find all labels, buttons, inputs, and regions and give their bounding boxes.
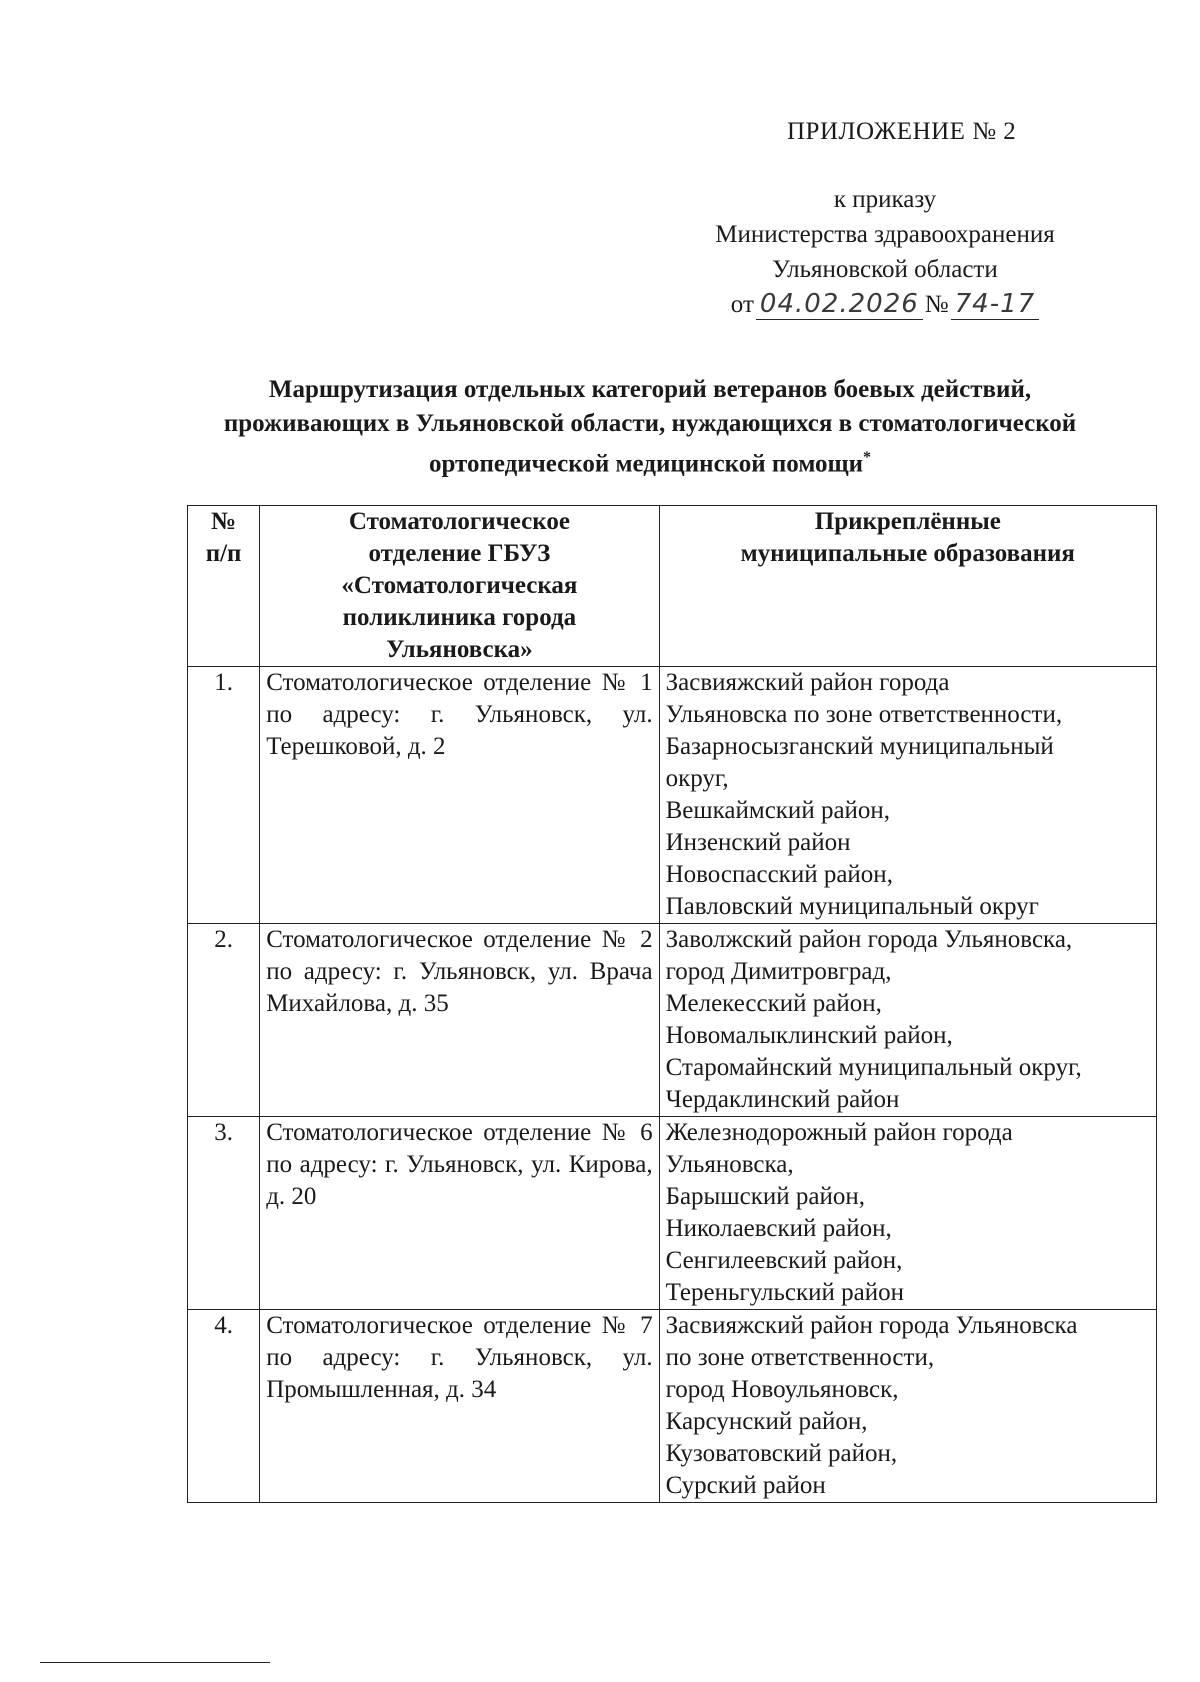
order-line: Министерства здравоохранения: [715, 221, 1055, 248]
department-cell: Стоматологическое отделение № 7 по адресу: г. Ульяновск, ул. Промышленная, д. 34: [260, 1310, 659, 1503]
row-number: 1.: [188, 667, 260, 924]
row-number: 4.: [188, 1310, 260, 1503]
table-row: [188, 1117, 1157, 1310]
document-title: [150, 373, 1150, 481]
table-row: [188, 667, 1157, 924]
municipality-item: город Новоульяновск,: [665, 1376, 899, 1403]
municipality-item: Засвияжский район города: [665, 669, 950, 696]
municipality-item: Мелекесский район,: [665, 990, 882, 1017]
municipality-item: Николаевский район,: [665, 1215, 892, 1242]
municipality-item: Железнодорожный район города: [665, 1119, 1013, 1146]
row-number: 3.: [188, 1117, 260, 1310]
title-line: Маршрутизация отдельных категорий ветеранов боевых действий,: [268, 376, 1032, 403]
municipalities-cell: [659, 1117, 1156, 1310]
table-body: [188, 667, 1157, 1503]
municipalities-cell: [659, 667, 1156, 924]
header-dept-line: Ульяновска»: [386, 636, 533, 663]
department-cell: Стоматологическое отделение № 1 по адресу: г. Ульяновск, ул. Терешковой, д. 2: [260, 667, 659, 924]
date-prefix: от: [730, 291, 754, 318]
municipality-item: Засвияжский район города Ульяновска: [665, 1312, 1078, 1339]
municipality-item: Барышский район,: [665, 1183, 865, 1210]
table-row: [188, 1310, 1157, 1503]
municipality-item: Инзенский район: [665, 829, 851, 856]
handwritten-number: 74-17: [951, 289, 1040, 320]
order-line: к приказу: [833, 186, 937, 213]
municipality-item: округ,: [665, 765, 729, 792]
footnote-divider: [40, 1662, 270, 1663]
header-num: [188, 506, 260, 667]
municipality-item: Заволжский район города Ульяновска,: [665, 926, 1073, 953]
header-dept-line: поликлиника города: [342, 604, 577, 631]
municipality-item: Чердаклинский район: [665, 1086, 900, 1113]
header-dept-line: «Стоматологическая: [341, 572, 578, 599]
municipality-item: по зоне ответственности,: [665, 1344, 935, 1371]
title-line: ортопедической медицинской помощи: [428, 450, 864, 478]
municipalities-cell: [659, 1310, 1156, 1503]
municipality-item: Ульяновска по зоне ответственности,: [665, 701, 1063, 728]
header-num-line: №: [211, 508, 237, 535]
municipality-item: Тереньгульский район: [665, 1279, 905, 1306]
municipality-item: Базарносызганский муниципальный: [665, 733, 1054, 760]
routing-table: [187, 505, 1157, 1503]
municipality-item: город Димитровград,: [665, 958, 892, 985]
department-cell: Стоматологическое отделение № 6 по адресу: г. Ульяновск, ул. Кирова, д. 20: [260, 1117, 659, 1310]
municipality-item: Ульяновска,: [665, 1151, 794, 1178]
order-date-line: [650, 287, 1120, 322]
handwritten-date: 04.02.2026: [756, 289, 923, 320]
header-num-line: п/п: [205, 540, 242, 567]
municipality-item: Вешкаймский район,: [665, 797, 891, 824]
municipalities-cell: [659, 924, 1156, 1117]
department-cell: Стоматологическое отделение № 2 по адресу: г. Ульяновск, ул. Врача Михайлова, д. 35: [260, 924, 659, 1117]
table-header-row: [188, 506, 1157, 667]
municipality-item: Карсунский район,: [665, 1408, 868, 1435]
table-row: [188, 924, 1157, 1117]
row-number: 2.: [188, 924, 260, 1117]
municipality-item: Новоспасский район,: [665, 861, 893, 888]
order-line: Ульяновской области: [772, 256, 998, 283]
header-mo-line: муниципальные образования: [740, 540, 1075, 567]
municipality-item: Сенгилеевский район,: [665, 1247, 903, 1274]
municipality-item: Павловский муниципальный округ: [665, 893, 1039, 920]
municipality-item: Новомалыклинский район,: [665, 1022, 953, 1049]
header-dept-line: Стоматологическое: [348, 508, 570, 535]
number-prefix: №: [924, 291, 949, 318]
title-line-last: [150, 441, 1150, 481]
header-dept-line: отделение ГБУЗ: [368, 540, 551, 567]
title-line: проживающих в Ульяновской области, нуждающихся в стоматологической: [223, 410, 1077, 437]
appendix-title: ПРИЛОЖЕНИЕ № 2: [787, 118, 1017, 145]
footnote-mark: *: [863, 449, 872, 466]
header-municipalities: [659, 506, 1156, 667]
municipality-item: Сурский район: [665, 1472, 826, 1499]
municipality-item: Кузоватовский район,: [665, 1440, 898, 1467]
order-reference: [650, 182, 1120, 322]
header-mo-line: Прикреплённые: [814, 508, 1001, 535]
municipality-item: Старомайнский муниципальный округ,: [665, 1054, 1082, 1081]
header-department: [260, 506, 659, 667]
